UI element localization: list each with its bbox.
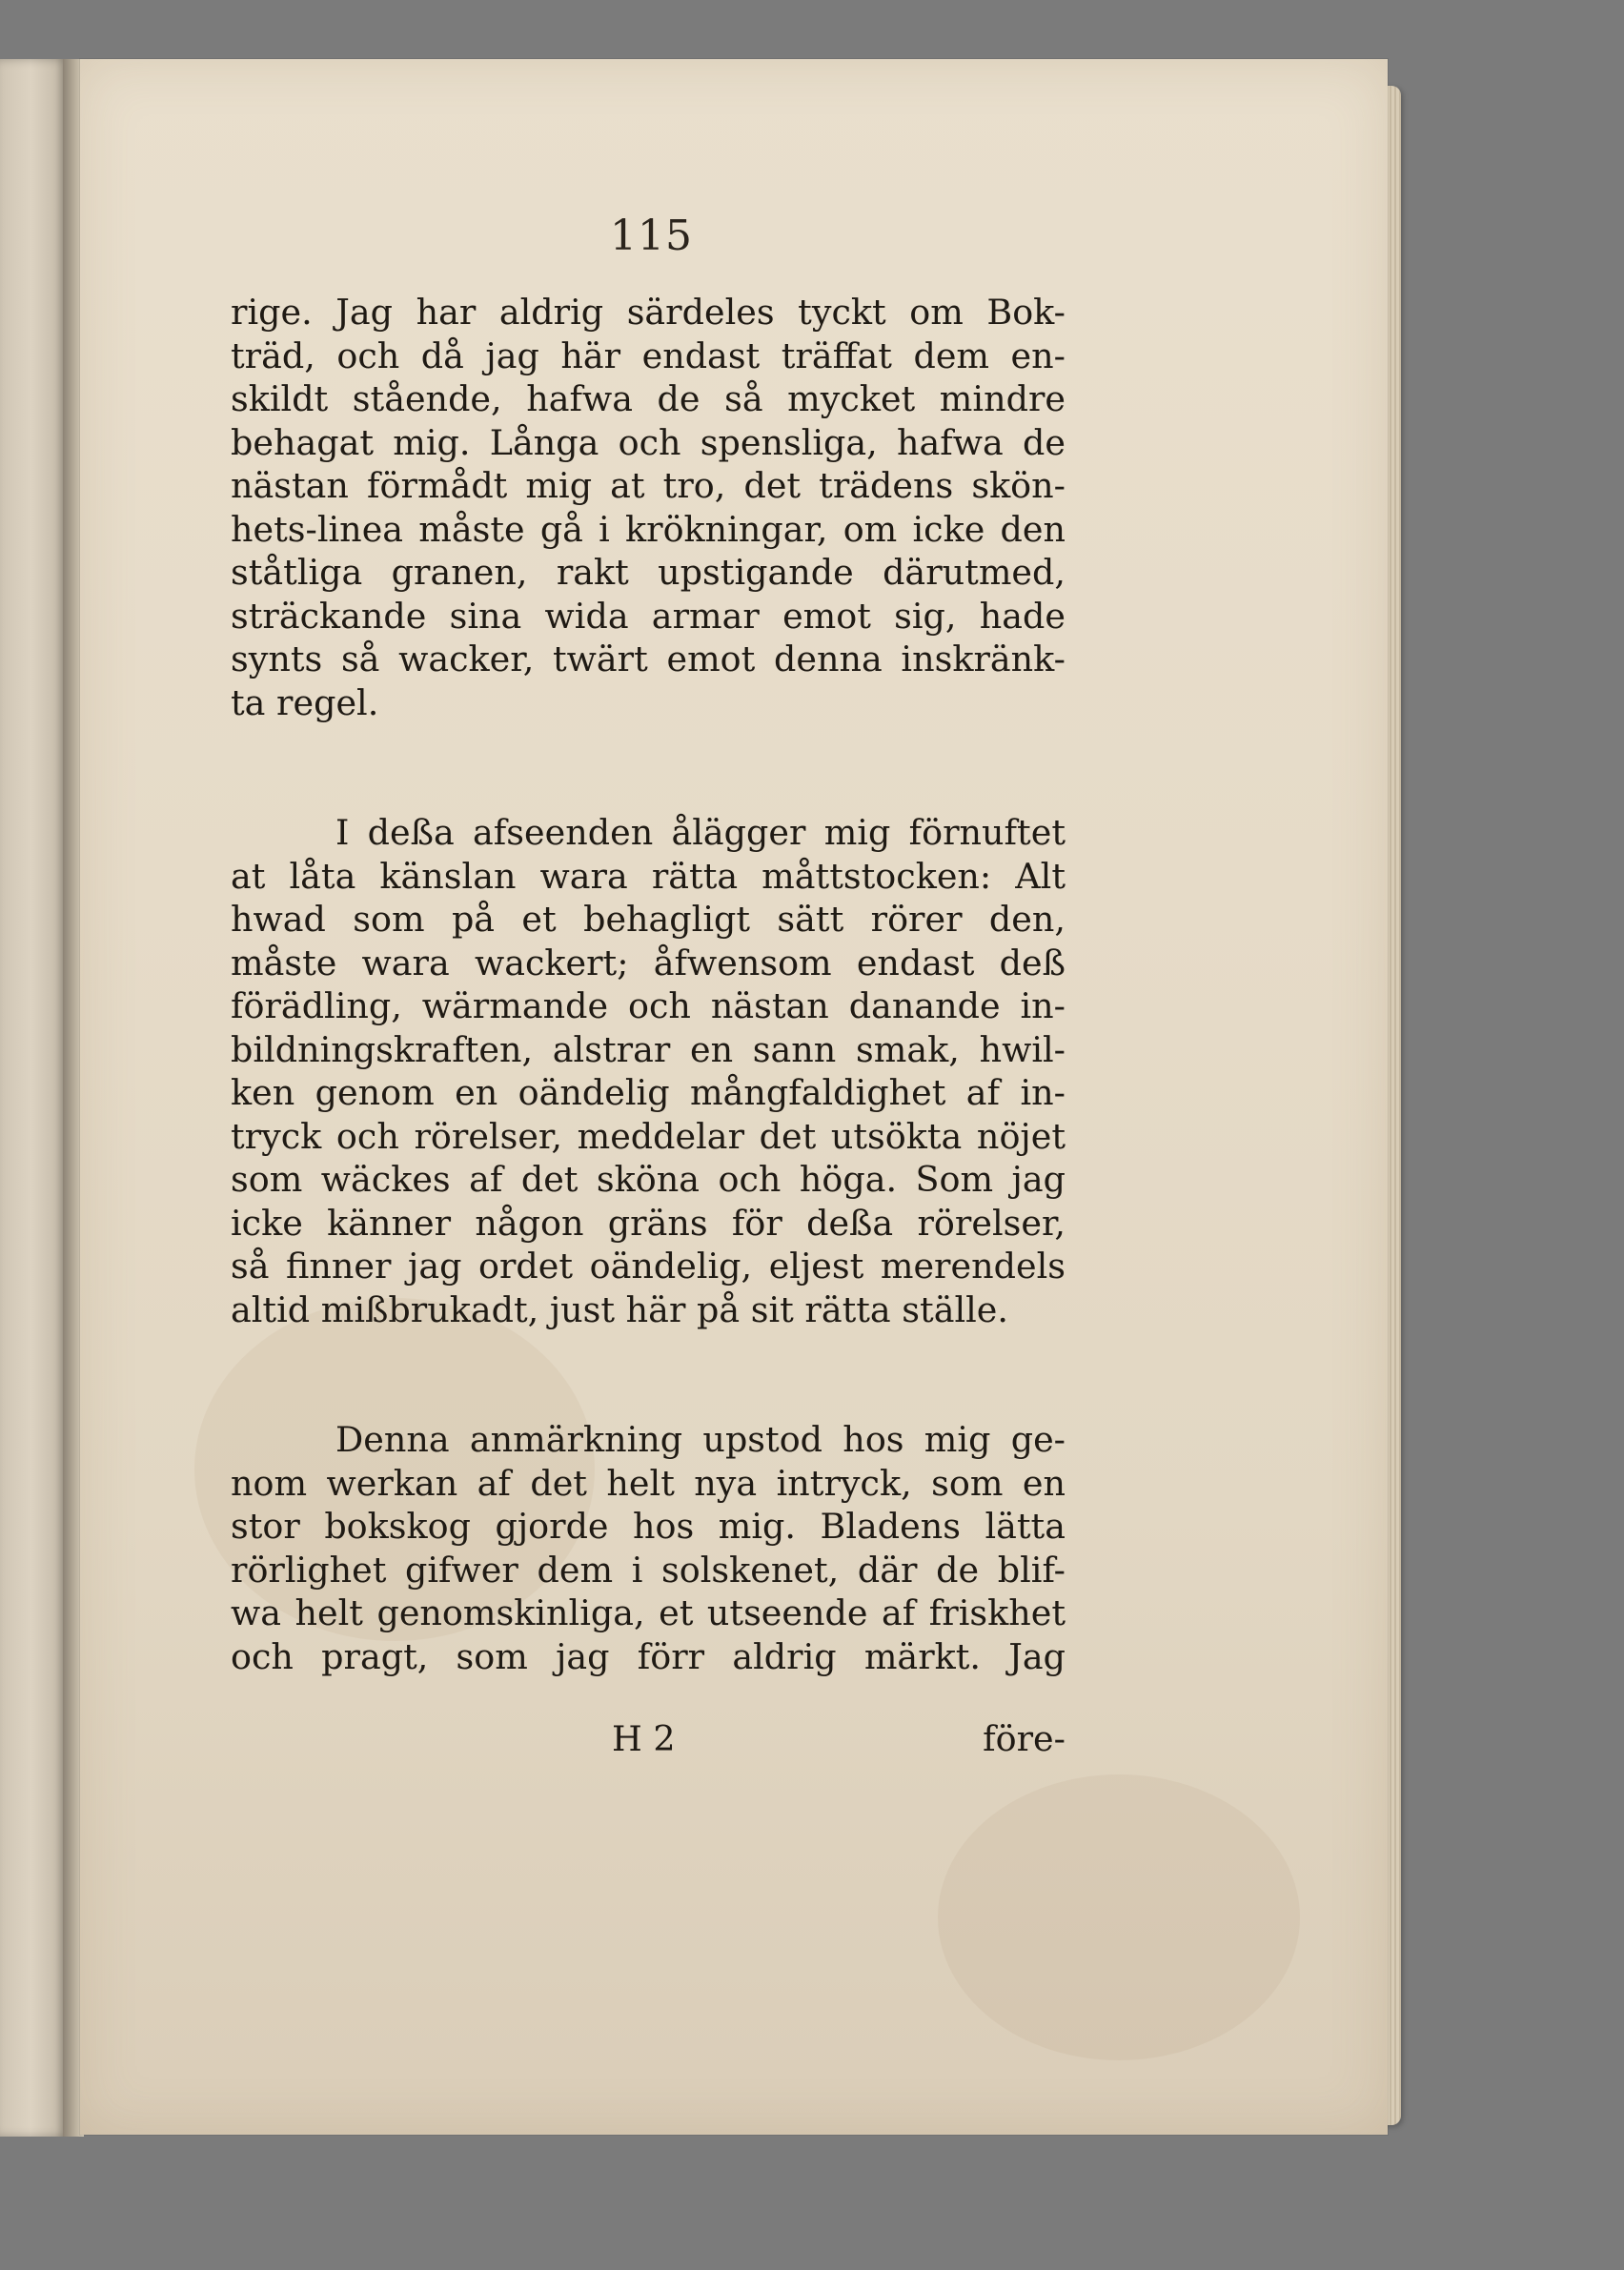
text-line: rige. Jag har aldrig särdeles tyckt om Bok-: [231, 292, 1066, 333]
paragraph-3: [231, 1418, 1066, 1678]
text-line: nom werkan af det helt nya intryck, som en: [231, 1462, 1066, 1504]
text-line: synts så wacker, twärt emot denna inskränk-: [231, 638, 1066, 679]
text-line: skildt stående, hafwa de så mycket mindre: [231, 378, 1066, 419]
text-line: sträckande sina wida armar emot sig, hade: [231, 595, 1066, 637]
text-line: tryck och rörelser, meddelar det utsökta nöjet: [231, 1115, 1066, 1157]
text-line: I deßa afseenden ålägger mig förnuftet: [335, 812, 1066, 853]
text-line: altid mißbrukadt, just här på sit rätta ställe.: [231, 1288, 1009, 1330]
text-line: hets-linea måste gå i krökningar, om icke den: [231, 508, 1066, 550]
left-page-edge: [0, 59, 69, 2137]
text-line: wa helt genomskinliga, et utseende af friskhet: [231, 1592, 1066, 1633]
text-line: bildningskraften, alstrar en sann smak, hwil-: [231, 1028, 1066, 1070]
text-line: behagat mig. Långa och spensliga, hafwa de: [231, 421, 1066, 463]
paragraph-2: [231, 811, 1066, 1331]
page-number: 115: [610, 212, 693, 260]
text-line: hwad som på et behagligt sätt rörer den,: [231, 899, 1066, 940]
text-line: som wäckes af det sköna och höga. Som jag: [231, 1159, 1066, 1200]
text-line: träd, och då jag här endast träffat dem en-: [231, 334, 1066, 376]
text-line: så finner jag ordet oändelig, eljest merendels: [231, 1246, 1066, 1287]
text-line: och pragt, som jag förr aldrig märkt. Jag: [231, 1635, 1066, 1677]
text-line: icke känner någon gräns för deßa rörelser,: [231, 1202, 1066, 1244]
text-line: stor bokskog gjorde hos mig. Bladens lätta: [231, 1506, 1066, 1547]
catchword: före-: [983, 1718, 1066, 1759]
text-line: ta regel.: [231, 681, 379, 723]
page-footer: [231, 1718, 1066, 1762]
text-line: at låta känslan wara rätta måttstocken: Alt: [231, 855, 1066, 897]
page-text: [231, 291, 1066, 1678]
text-line: ken genom en oändelig mångfaldighet af in-: [231, 1072, 1066, 1113]
text-line: nästan förmådt mig at tro, det trädens skön-: [231, 465, 1066, 506]
text-line: Denna anmärkning upstod hos mig ge-: [335, 1419, 1066, 1460]
paragraph-1: [231, 291, 1066, 724]
text-line: rörlighet gifwer dem i solskenet, där de blif-: [231, 1549, 1066, 1591]
signature-mark: H 2: [612, 1718, 676, 1759]
text-line: ståtliga granen, rakt upstigande därutmed,: [231, 552, 1066, 593]
text-line: förädling, wärmande och nästan danande in-: [231, 985, 1066, 1026]
text-line: måste wara wackert; åfwensom endast deß: [231, 942, 1066, 983]
